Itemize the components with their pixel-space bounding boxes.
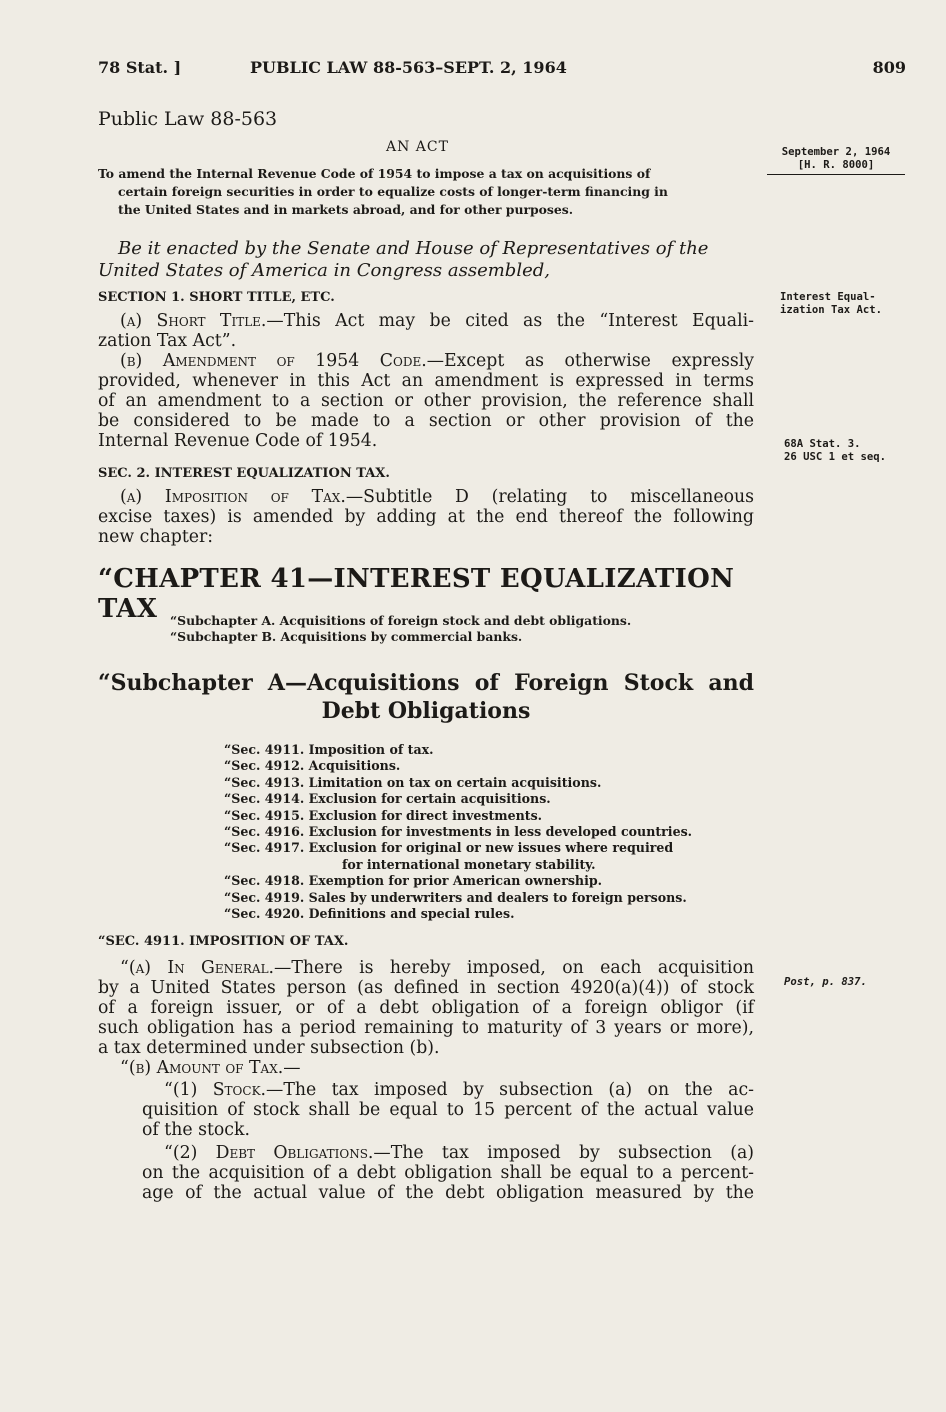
paragraph-line <box>98 1058 754 1078</box>
section-1-heading: SECTION 1. SHORT TITLE, ETC. <box>98 290 335 305</box>
section-list-item: “Sec. 4916. Exclusion for investments in less developed countries. <box>224 824 693 840</box>
section-2-heading: SEC. 2. INTEREST EQUALIZATION TAX. <box>98 466 390 481</box>
section-list-item: “Sec. 4917. Exclusion for original or new issues where required <box>224 840 674 856</box>
section-list-item: “Sec. 4920. Definitions and special rules. <box>224 906 515 922</box>
enactment-date: September 2, 1964 <box>781 146 891 158</box>
purpose-line: certain foreign securities in order to equalize costs of longer-term financing in <box>118 184 668 199</box>
public-law-name: Public Law 88-563 <box>98 108 278 130</box>
enacting-clause <box>98 238 754 282</box>
paragraph-line <box>142 1080 754 1100</box>
section-list <box>224 742 754 922</box>
paragraph-line: provided, whenever in this Act an amendment is expressed in terms <box>98 371 754 391</box>
paragraph-line <box>98 958 754 978</box>
paragraph-line: on the acquisition of a debt obligation shall be equal to a percent- <box>142 1163 754 1183</box>
paragraph-b1 <box>142 1080 754 1140</box>
paragraph-line: excise taxes) is amended by adding at the end thereof the following <box>98 507 754 527</box>
paragraph-line: of an amendment to a section or other provision, the reference shall <box>98 391 754 411</box>
section-4911-heading: “SEC. 4911. IMPOSITION OF TAX. <box>98 934 349 949</box>
section-list-item: “Sec. 4919. Sales by underwriters and dealers to foreign persons. <box>224 889 687 905</box>
paragraph-line: zation Tax Act”. <box>98 331 237 351</box>
text-run: — <box>283 1058 301 1078</box>
paragraph-line: age of the actual value of the debt obligation measured by the <box>142 1183 754 1203</box>
margin-note-short-title <box>780 291 910 317</box>
margin-note-citation <box>784 438 914 464</box>
purpose-line: To amend the Internal Revenue Code of 1954 to impose a tax on acquisitions of <box>98 166 651 181</box>
margin-note-line: Interest Equal- <box>780 291 876 303</box>
subchapter-list <box>170 613 754 645</box>
paragraph-line: such obligation has a period remaining to maturity of 3 years or more), <box>98 1018 754 1038</box>
paragraph-line: by a United States person (as defined in section 4920(a)(4)) of stock <box>98 978 754 998</box>
margin-note-line: 68A Stat. 3. <box>784 438 861 450</box>
text-run: —The tax imposed by subsection (a) on the ac- <box>266 1080 754 1100</box>
subsection-label: “(b) Amount of Tax. <box>120 1058 284 1078</box>
paragraph-line <box>98 487 754 507</box>
text-run: —There is hereby imposed, on each acquisition <box>274 958 754 978</box>
paragraph-line <box>98 351 754 371</box>
text-run: —Subtitle D (relating to miscellaneous <box>345 487 754 507</box>
subchapter-title-line: Debt Obligations <box>321 698 531 724</box>
running-header <box>98 58 906 84</box>
margin-note-post: Post, p. 837. <box>784 976 867 988</box>
paragraph-label: “(1) Stock. <box>164 1080 267 1100</box>
paragraph-line: a tax determined under subsection (b). <box>98 1038 440 1058</box>
enacting-line: United States of America in Congress assembled, <box>98 260 550 281</box>
margin-note-date <box>767 146 905 175</box>
section-4911-text <box>98 958 754 1078</box>
paragraph-line: new chapter: <box>98 527 214 547</box>
paragraph-line: of a foreign issuer, or of a debt obligation of a foreign obligor (if <box>98 998 754 1018</box>
bill-number: [H. R. 8000] <box>767 159 905 175</box>
section-2-text <box>98 487 754 547</box>
subchapter-item: “Subchapter A. Acquisitions of foreign stock and debt obligations. <box>170 613 632 628</box>
paragraph-label: “(2) Debt Obligations. <box>164 1143 374 1163</box>
subsection-label: (a) Short Title. <box>120 311 267 331</box>
paragraph-line <box>142 1143 754 1163</box>
margin-note-line: ization Tax Act. <box>780 304 883 316</box>
paragraph-line <box>98 311 754 331</box>
section-list-item: “Sec. 4912. Acquisitions. <box>224 758 401 774</box>
section-list-item: “Sec. 4911. Imposition of tax. <box>224 742 434 757</box>
subchapter-a-title <box>98 669 754 725</box>
section-list-item: “Sec. 4918. Exemption for prior American ownership. <box>224 873 603 889</box>
subsection-label: (b) Amendment of 1954 Code. <box>120 351 427 371</box>
text-run: —The tax imposed by subsection (a) <box>373 1143 754 1163</box>
enacting-line: Be it enacted by the Senate and House of Representatives of the <box>118 238 709 259</box>
section-list-item: “Sec. 4914. Exclusion for certain acquisitions. <box>224 791 551 807</box>
subchapter-item: “Subchapter B. Acquisitions by commercial banks. <box>170 629 523 644</box>
chapter-title: “CHAPTER 41—INTEREST EQUALIZATION TAX <box>98 564 735 624</box>
section-list-item: for international monetary stability. <box>342 856 596 872</box>
section-list-item: “Sec. 4915. Exclusion for direct investments. <box>224 807 543 823</box>
subsection-label: “(a) In General. <box>120 958 275 978</box>
subchapter-title-line: “Subchapter A—Acquisitions of Foreign Stock and <box>98 670 754 696</box>
section-1-text <box>98 311 754 451</box>
an-act-heading: AN ACT <box>386 139 449 155</box>
text-run: —This Act may be cited as the “Interest Equali- <box>266 311 754 331</box>
paragraph-line: quisition of stock shall be equal to 15 percent of the actual value <box>142 1100 754 1120</box>
paragraph-line: of the stock. <box>142 1120 250 1140</box>
header-volume: 78 Stat. ] <box>98 58 182 77</box>
paragraph-line: be considered to be made to a section or other provision of the <box>98 411 754 431</box>
section-list-item: “Sec. 4913. Limitation on tax on certain acquisitions. <box>224 774 602 790</box>
page-number: 809 <box>872 58 906 77</box>
paragraph-line: Internal Revenue Code of 1954. <box>98 431 378 451</box>
act-purpose <box>98 165 754 219</box>
paragraph-b2 <box>142 1143 754 1203</box>
text-run: —Except as otherwise expressly <box>426 351 754 371</box>
margin-note-line: 26 USC 1 et seq. <box>784 451 887 463</box>
header-title: PUBLIC LAW 88-563–SEPT. 2, 1964 <box>250 58 567 77</box>
purpose-line: the United States and in markets abroad, and for other purposes. <box>118 202 574 217</box>
subsection-label: (a) Imposition of Tax. <box>120 487 346 507</box>
